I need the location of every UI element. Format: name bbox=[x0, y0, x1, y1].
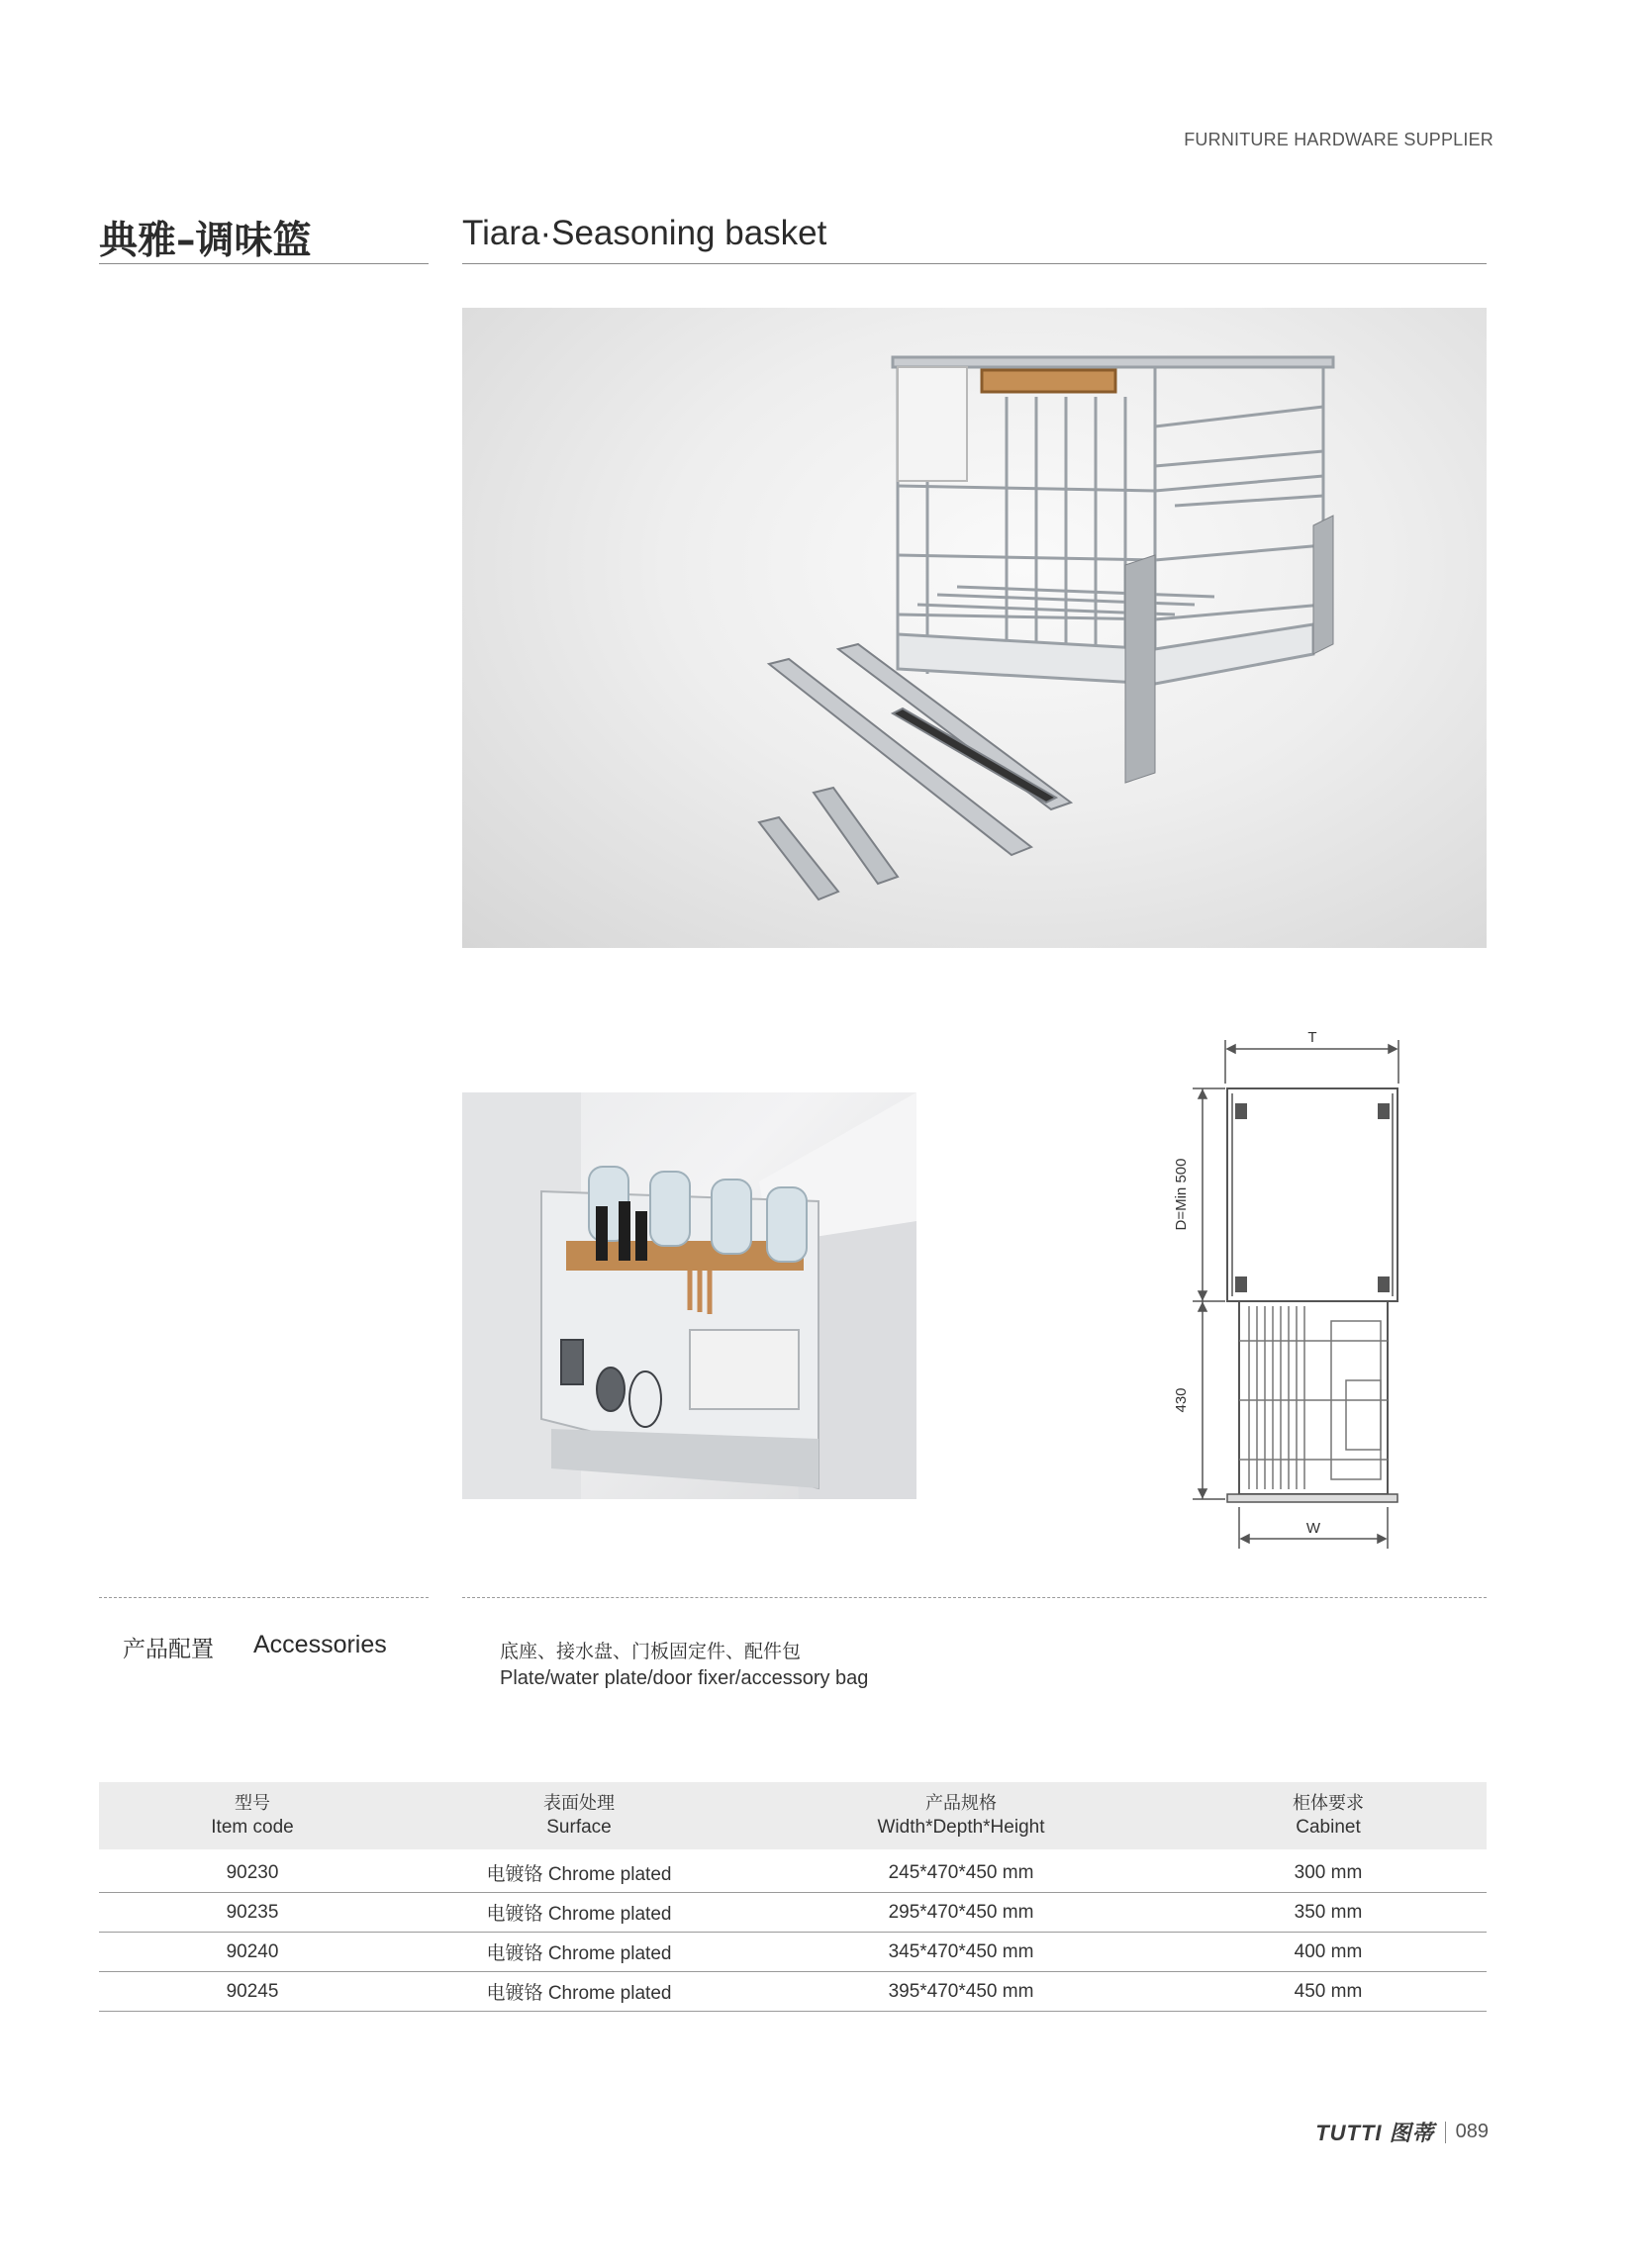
cell-cabinet: 300 mm bbox=[1170, 1849, 1487, 1893]
cell-cabinet: 450 mm bbox=[1170, 1972, 1487, 2012]
header-cabinet bbox=[1170, 1782, 1487, 1849]
page-title-en: Tiara·Seasoning basket bbox=[462, 214, 827, 252]
header-cn: 表面处理 bbox=[543, 1793, 615, 1814]
header-dimensions bbox=[752, 1782, 1170, 1849]
dimension-diagram bbox=[1148, 1024, 1485, 1559]
cell-item-code: 90235 bbox=[99, 1893, 406, 1933]
accessories-label-cn: 产品配置 bbox=[123, 1637, 214, 1662]
cell-cabinet: 350 mm bbox=[1170, 1893, 1487, 1933]
cell-surface: 电镀铬 Chrome plated bbox=[406, 1893, 752, 1933]
footer-separator bbox=[1445, 2122, 1446, 2143]
cell-item-code: 90245 bbox=[99, 1972, 406, 2012]
page-title-cn: 典雅–调味篮 bbox=[99, 219, 312, 263]
cell-dimensions: 295*470*450 mm bbox=[752, 1893, 1170, 1933]
cell-dimensions: 395*470*450 mm bbox=[752, 1972, 1170, 2012]
in-cabinet-photo bbox=[462, 1092, 916, 1499]
divider-left bbox=[99, 1597, 429, 1598]
accessories-label-en: Accessories bbox=[253, 1631, 387, 1658]
table-row bbox=[99, 1849, 1487, 1893]
header-cn: 型号 bbox=[235, 1793, 270, 1814]
cell-item-code: 90240 bbox=[99, 1933, 406, 1972]
header-item-code bbox=[99, 1782, 406, 1849]
header-en: Width*Depth*Height bbox=[877, 1817, 1045, 1838]
header-en: Surface bbox=[546, 1817, 612, 1838]
table-row bbox=[99, 1893, 1487, 1933]
basket-illustration bbox=[462, 308, 1487, 948]
installed-basket-illustration bbox=[462, 1092, 916, 1499]
product-photo bbox=[462, 308, 1487, 948]
header-surface bbox=[406, 1782, 752, 1849]
brand-logo: TUTTI 图蒂 bbox=[1315, 2121, 1435, 2145]
cell-surface: 电镀铬 Chrome plated bbox=[406, 1933, 752, 1972]
spec-table bbox=[99, 1782, 1487, 2012]
cell-item-code: 90230 bbox=[99, 1849, 406, 1893]
header-cn: 柜体要求 bbox=[1293, 1793, 1364, 1814]
header-cn: 产品规格 bbox=[925, 1793, 997, 1814]
title-rule-right bbox=[462, 263, 1487, 264]
diagram-label-t: T bbox=[1307, 1029, 1317, 1046]
table-row bbox=[99, 1972, 1487, 2012]
cell-surface: 电镀铬 Chrome plated bbox=[406, 1972, 752, 2012]
header-en: Cabinet bbox=[1296, 1817, 1361, 1838]
diagram-label-height: 430 bbox=[1173, 1387, 1190, 1413]
cell-dimensions: 345*470*450 mm bbox=[752, 1933, 1170, 1972]
accessories-desc-cn: 底座、接水盘、门板固定件、配件包 bbox=[500, 1641, 802, 1662]
cell-cabinet: 400 mm bbox=[1170, 1933, 1487, 1972]
header-en: Item code bbox=[211, 1817, 294, 1838]
accessories-desc-en: Plate/water plate/door fixer/accessory bag bbox=[500, 1667, 869, 1689]
table-header-row bbox=[99, 1782, 1487, 1849]
diagram-label-depth: D=Min 500 bbox=[1173, 1158, 1190, 1231]
page-footer bbox=[1315, 2117, 1489, 2147]
title-rule-left bbox=[99, 263, 429, 264]
supplier-tagline: FURNITURE HARDWARE SUPPLIER bbox=[1184, 130, 1493, 149]
cell-surface: 电镀铬 Chrome plated bbox=[406, 1849, 752, 1893]
cell-dimensions: 245*470*450 mm bbox=[752, 1849, 1170, 1893]
diagram-label-w: W bbox=[1305, 1520, 1321, 1537]
table-row bbox=[99, 1933, 1487, 1972]
divider-right bbox=[462, 1597, 1487, 1598]
page-number: 089 bbox=[1455, 2121, 1489, 2142]
